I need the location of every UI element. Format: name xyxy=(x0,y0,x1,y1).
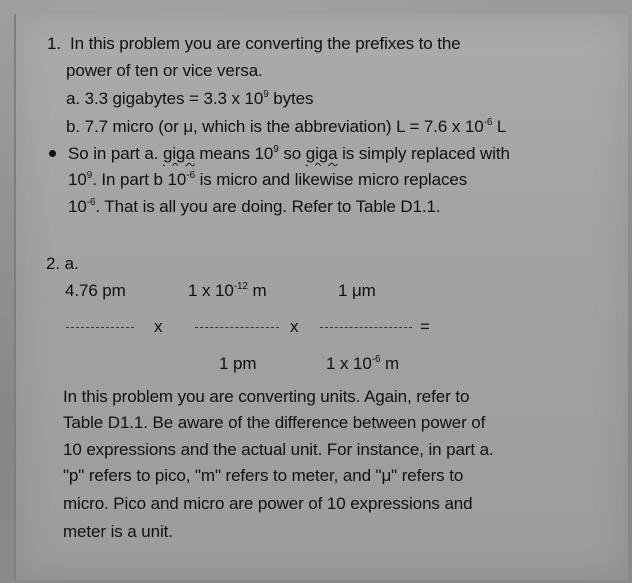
problem-1-part-a xyxy=(66,87,313,110)
bullet-line-3-ten: 10 xyxy=(68,197,87,216)
denominator-3-unit: m xyxy=(380,354,400,373)
problem-2-number: 2. a. xyxy=(46,254,79,273)
part-b-unit: L xyxy=(492,117,507,136)
problem-1-part-b xyxy=(66,115,506,138)
denominator-3-base: 1 x 10 xyxy=(326,354,372,373)
fraction-line-2 xyxy=(195,327,279,328)
part-b-text: b. 7.7 micro (or μ, which is the abbreviation) L = 7.6 x 10 xyxy=(66,117,484,136)
bullet-line-1-end: is simply replaced with xyxy=(337,144,510,163)
numerator-2-unit: m xyxy=(247,281,267,300)
explanation-line-2: Table D1.1. Be aware of the difference between power of xyxy=(63,413,486,432)
bullet-line-3 xyxy=(68,195,440,218)
explanation-line-1: In this problem you are converting units. Again, refer to xyxy=(63,387,470,406)
bullet-line-2-middle: . In part b 10 xyxy=(92,170,187,189)
bullet-line-1-means: means 10 xyxy=(194,144,274,163)
part-b-exponent: -6 xyxy=(483,117,493,128)
giga-word-2: giga xyxy=(305,144,338,163)
times-sign-2: x xyxy=(290,317,299,336)
part-a-text: a. 3.3 gigabytes = 3.3 x 10 xyxy=(66,89,264,108)
numerator-1: 4.76 pm xyxy=(65,281,126,300)
numerator-3: 1 μm xyxy=(338,281,376,300)
bullet-line-3-end: . That is all you are doing. Refer to Table D1.1. xyxy=(95,197,441,216)
bullet-line-1-exponent: 9 xyxy=(273,144,279,155)
denominator-3-exponent: -6 xyxy=(371,354,381,365)
bullet-line-2-end: is micro and likewise micro replaces xyxy=(194,170,468,189)
bullet-line-1-so: so xyxy=(278,144,306,163)
part-a-unit: bytes xyxy=(268,89,314,108)
problem-1-number: 1. xyxy=(47,34,61,53)
problem-1-intro-line-1: In this problem you are converting the prefixes to the xyxy=(70,34,461,53)
explanation-line-4: "p" refers to pico, "m" refers to meter, and "μ" refers to xyxy=(63,466,464,485)
bullet-line-2-exponent-2: -6 xyxy=(186,170,195,181)
numerator-2-base: 1 x 10 xyxy=(188,281,234,300)
bullet-line-2 xyxy=(68,168,467,191)
bullet-line-3-exponent: -6 xyxy=(86,197,96,208)
denominator-3 xyxy=(326,352,399,375)
times-sign-1: x xyxy=(154,317,163,336)
part-a-exponent: 9 xyxy=(263,89,269,100)
equals-sign: = xyxy=(420,317,430,336)
denominator-2: 1 pm xyxy=(219,354,257,373)
bullet-line-2-ten: 10 xyxy=(68,170,87,189)
numerator-2-exponent: -12 xyxy=(233,281,248,292)
numerator-2 xyxy=(188,279,267,302)
bullet-line-2-exponent-1: 9 xyxy=(86,170,93,181)
explanation-line-6: meter is a unit. xyxy=(63,522,173,541)
bullet-line-1-start: So in part a. xyxy=(68,144,163,163)
fraction-line-1 xyxy=(66,327,134,328)
giga-word-1: giga xyxy=(163,144,195,163)
problem-1-intro-line-2: power of ten or vice versa. xyxy=(66,61,263,80)
explanation-line-5: micro. Pico and micro are power of 10 expressions and xyxy=(63,494,473,513)
explanation-line-3: 10 expressions and the actual unit. For instance, in part a. xyxy=(63,440,494,459)
paper-page xyxy=(14,14,628,580)
fraction-line-3 xyxy=(320,327,412,328)
bullet-line-1 xyxy=(68,142,510,165)
bullet-icon xyxy=(49,150,56,157)
